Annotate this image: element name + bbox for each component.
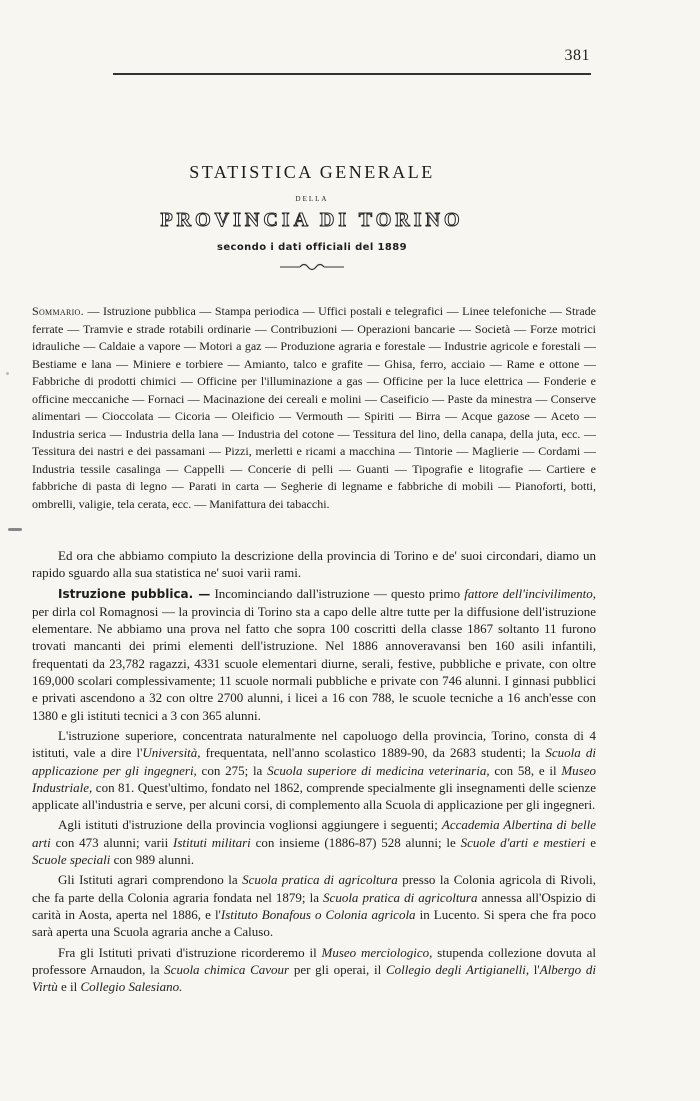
paragraph-istituti-agrari: Gli Istituti agrari comprendono la Scuola pratica di agricoltura presso la Colonia agricola di Rivoli, che fa parte della Colonia agraria fondata nel 1879; la Scuola pratica di agricoltura annessa all'Ospizio di carità in Aosta, aperta nel 1886, e l'Istituto Bonafous o Colonia agricola in Lucento. Si spera che fra poco sarà aperta una Scuola agraria anche a Caluso. xyxy=(32,872,597,940)
summary-text: — Istruzione pubblica — Stampa periodica — Uffici postali e telegrafici — Linee telefoniche — Strade ferrate — Tramvie e strade rotabili ordinarie — Contribuzioni — Operazioni bancarie — Società — Forze motrici idrauliche — Caldaie a vapore — Motori a gaz — Produzione agraria e forestale — Industrie agricole e forestali — Bestiame e lana — Miniere e torbiere — Amianto, talco e grafite — Ghisa, ferro, acciaio — Rame e ottone — Fabbriche di prodotti chimici — Officine per l'illuminazione a gas — Officine per la luce elettrica — Fonderie e officine meccaniche — Fornaci — Macinazione dei cereali e molini — Caseificio — Paste da minestra — Conserve alimentari — Cioccolata — Cicoria — Oleificio — Vermouth — Spiriti — Birra — Acque gazose — Aceto — Industria serica — Industria della lana — Industria del cotone — Tessitura del lino, della canapa, della juta, ecc. — Tessitura dei nastri e dei passamani — Pizzi, merletti e ricami a macchina — Tintorie — Maglierie — Cordami — Industria tessile casalinga — Cappelli — Concerie di pelli — Guanti — Tipografie e litografie — Cartiere e fabbriche di pasta di legno — Parati in carta — Segherie di legname e fabbriche di mobili — Pianoforti, botti, ombrelli, valigie, tela cerata, ecc. — Manifattura dei tabacchi. xyxy=(32,304,597,511)
margin-dot xyxy=(6,372,9,375)
title-line-2: PROVINCIA DI TORINO xyxy=(160,209,464,231)
paragraph-istruzione-pubblica: Istruzione pubblica. — Incominciando dall'istruzione — questo primo fattore dell'incivilimento, per dirla col Romagnosi — la provincia di Torino sta a capo delle altre tutte per la diffusione dell'istruzione elementare. Ne abbiamo una prova nel fatto che sopra 100 coscritti della classe 1867 soltanto 11 furono trovati mancanti dei primi elementi dell'istruzione. Nel 1886 annoveravansi ben 160 asili infantili, frequentati da 23,782 ragazzi, 4331 scuole elementari diurne, serali, festive, pubbliche e private, con oltre 169,000 scolari complessivamente; 11 scuole normali pubbliche e private con 746 alunni. I ginnasi pubblici e privati ascendono a 32 con oltre 2700 alunni, i licei a 16 con 788, le scuole tecniche a 16 anch'esse con 1380 e gli istituti tecnici a 3 con 365 alunni. xyxy=(32,585,596,723)
main-text xyxy=(32,547,596,998)
paragraph-altri-istituti: Agli istituti d'istruzione della provincia voglionsi aggiungere i seguenti; Accademia Albertina di belle arti con 473 alunni; varii Istituti militari con insieme (1886-87) 528 alunni; le Scuole d'arti e mestieri e Scuole speciali con 989 alunni. xyxy=(32,817,596,868)
summary-block xyxy=(32,303,596,513)
subtitle: secondo i dati officiali del 1889 xyxy=(217,242,407,253)
paragraph-istituti-privati: Fra gli Istituti privati d'istruzione ricorderemo il Museo merciologico, stupenda collezione dovuta al professore Arnaudon, la Scuola chimica Cavour per gli operai, il Collegio degli Artigianelli, l'Albergo di Virtù e il Collegio Salesiano. xyxy=(32,944,596,995)
ornament-flourish-icon xyxy=(280,262,344,272)
title-della: DELLA xyxy=(295,195,329,203)
page-number: 381 xyxy=(564,47,590,64)
header-rule xyxy=(113,73,591,75)
summary-label: Sommario. xyxy=(32,304,84,318)
paragraph-intro: Ed ora che abbiamo compiuto la descrizione della provincia di Torino e de' suoi circondari, diamo un rapido sguardo alla sua statistica ne' suoi varii rami. xyxy=(32,548,596,581)
title-line-1: STATISTICA GENERALE xyxy=(189,162,435,182)
section-heading: Istruzione pubblica. — xyxy=(58,586,211,601)
margin-mark xyxy=(8,528,22,531)
paragraph-istruzione-superiore: L'istruzione superiore, concentrata naturalmente nel capoluogo della provincia, Torino, consta di 4 istituti, vale a dire l'Università, frequentata, nell'anno scolastico 1889-90, da 2683 studenti; la Scuola di applicazione per gli ingegneri, con 275; la Scuola superiore di medicina veterinaria, con 58, e il Museo Industriale, con 81. Quest'ultimo, fondato nel 1862, comprende specialmente gli insegnamenti delle scienze applicate all'industria e serve, per alcuni corsi, di complemento alla Scuola di applicazione per gli ingegneri. xyxy=(32,727,597,813)
